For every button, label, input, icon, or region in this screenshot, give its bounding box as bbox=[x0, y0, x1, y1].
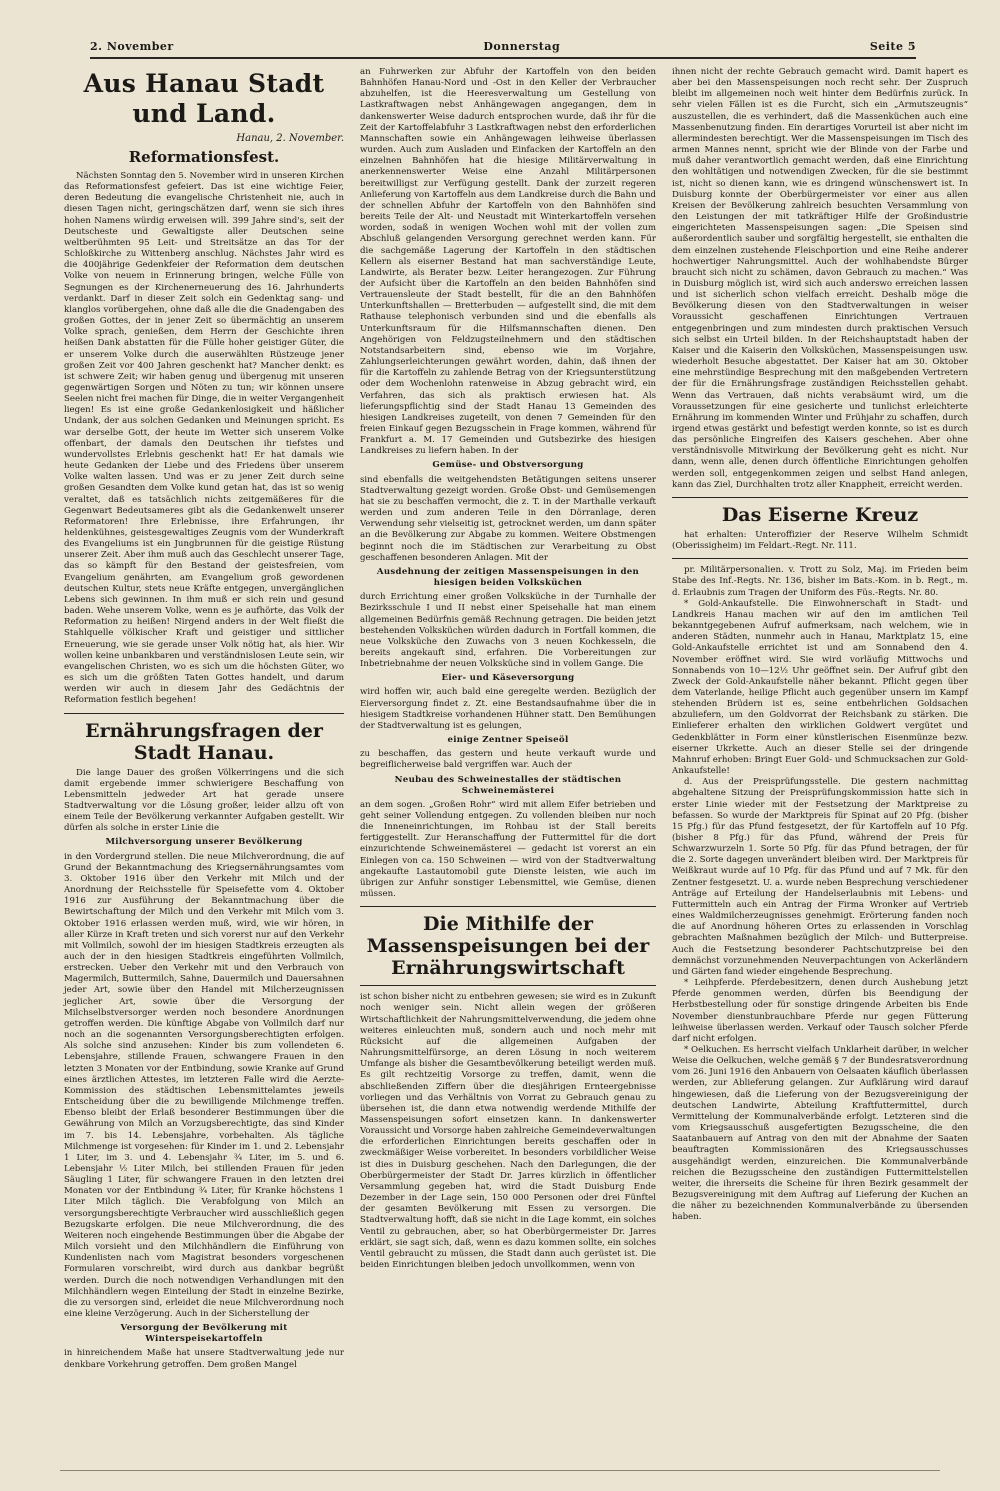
column-rule bbox=[672, 497, 968, 498]
article-body-speiseoel: zu beschaffen, das gestern und heute verkauft wurde und begreiflicherweise bald vergriffen war. Auch der bbox=[360, 749, 656, 771]
news-item-preispruefungsstelle: d. Aus der Preisprüfungsstelle. Die gestern nachmittag abgehaltene Sitzung der Preisprüfungskommission hatte sich in erster Linie wieder mit der Festsetzung der Marktpreise zu befassen. So wurde der Marktpreis für Spinat auf 20 Pfg. (bisher 15 Pfg.) für das Pfund festgesetzt, der für Kartoffeln auf 10 Pfg. (bisher 8 Pfg.) für das Pfund, während der Preis für Schwarzwurzeln 1. Sorte 50 Pfg. für das Pfund betragen, der für die 2. Sorte dagegen unverändert bleiben wird. Der Marktpreis für Weißkraut wurde auf 10 Pfg. für das Pfund und auf 7 Mk. für den Zentner festgesetzt. U. a. wurde neben Besprechung verschiedener Anträge auf Erteilung der Handelserlaubnis mit Lebens- und Futtermitteln auch ein Antrag der Firma Wronker auf Vertrieb eines Waldmilcherzeugnisses genehmigt. Erörterung fanden noch die auf Anordnung höheren Ortes zu erlassenden in Vorschlag gebrachten Maßnahmen bezüglich der Milch- und Butterpreise. Auch die Festsetzung besonderer Pachtschutzpreise bei den demnächst vorzunehmenden Neuverpachtungen von Ackerländern und Gärten fand wieder eingehende Besprechung. bbox=[672, 777, 968, 977]
subhead-massenspeisungen: Ausdehnung der zeitigen Massenspeisungen in den hiesigen beiden Volksküchen bbox=[376, 566, 640, 589]
page-weekday: Donnerstag bbox=[483, 40, 561, 53]
page-bottom-edge bbox=[60, 1470, 940, 1479]
article-columns bbox=[62, 67, 978, 1457]
news-item-gold-ankaufstelle: * Gold-Ankaufstelle. Die Einwohnerschaft in Stadt- und Landkreis Hanau machen wir auf den im amtlichen Teil bekanntgegebenen Aufruf aufmerksam, nach welchem, wie in anderen Städten, nunmehr auch in Hanau, Marktplatz 15, eine Gold-Ankaufstelle errichtet ist und am Sonnabend den 4. November eröffnet wird. Sie wird vorläufig Mittwochs und Sonnabends von 10—12½ Uhr geöffnet sein. Der Aufruf gibt den Zweck der Gold-Ankaufstelle näher bekannt. Pflicht gegen über dem Vaterlande, heilige Pflicht auch gegenüber unsern im Kampf stehenden Brüdern ist es, seine entbehrlichen Goldsachen abzuliefern, um den Goldvorrat der Reichsbank zu stärken. Die Einlieferer erhalten den wirklichen Goldwert vergütet und Gedenkblätter in Form einer künstlerischen Eisenmünze bezw. eiserner Ukrkette. Auch an dieser Stelle sei der dringende Mahnruf erhoben: Bringt Euer Gold- und Schmucksachen zur Gold-Ankaufstelle! bbox=[672, 598, 968, 777]
section-rule bbox=[672, 558, 968, 559]
article-headline-reformationsfest: Reformationsfest. bbox=[128, 148, 280, 166]
article-headline-ernaehrungsfragen: Ernährungsfragen der Stadt Hanau. bbox=[85, 719, 323, 764]
column-2 bbox=[358, 67, 658, 1457]
column-rule bbox=[360, 906, 656, 907]
headline-rule bbox=[360, 985, 656, 986]
article-body-milch: in den Vordergrund stellen. Die neue Milchverordnung, die auf Grund der Bekanntmachung des Kriegsernährungsamtes vom 3. Oktober 1916 über den Verkehr mit Milch und der Anordnung der Reichsstelle für Speisefette vom 4. Oktober 1916 zur Ausführung der Bekanntmachung über die Bewirtschaftung der Milch und den Verkehr mit Milch vom 3. Oktober 1916 erlassen werden muß, wird, wie wir hören, in aller Kürze in Kraft treten und sich vorerst nur auf den Verkehr mit Vollmilch, sowohl der im hiesigen Stadtkreis erzeugten als auch der in den hiesigen Stadtkreis eingeführten Vollmilch, erstrecken. Ueber den Verkehr mit und den Verbrauch von Magermilch, Buttermilch, Sahne, Dauermilch und Dauersahnen jeder Art, sowie über den Handel mit Milcherzeugnissen jeglicher Art, sowie über die Versorgung der Milchselbstversorger werden noch besondere Anordnungen getroffen werden. Die künftige Abgabe von Vollmilch darf nur noch an die sogenannten Versorgungsberechtigten erfolgen. Als solche sind anzusehen: Kinder bis zum vollendeten 6. Lebensjahre, stillende Frauen, schwangere Frauen in den letzten 3 Monaten vor der Entbindung, sowie Kranke auf Grund eines ärztlichen Attestes, im letzteren Falle wird die Aerzte-Kommission des städtischen Lebensmittelamtes jeweils Entscheidung über die zu bewilligende Milchmenge treffen. Ebenso bleibt der Erlaß besonderer Bestimmungen über die Gewährung von Milch an Vorzugsberechtigte, das sind Kinder im 7. bis 14. Lebensjahre, vorbehalten. Als tägliche Milchmenge ist vorgesehen: für Kinder im 1. und 2. Lebensjahr 1 Liter, im 3. und 4. Lebensjahr ¾ Liter, im 5. und 6. Lebensjahr ½ Liter Milch, bei stillenden Frauen für jeden Säugling 1 Liter, für schwangere Frauen in den letzten drei Monaten vor der Entbindung ¾ Liter, für Kranke höchstens 1 Liter Milch täglich. Die Verabfolgung von Milch an versorgungsberechtigte Verbraucher wird ausschließlich gegen Bezugskarte erfolgen. Die neue Milchverordnung, die des Weiteren noch eingehende Bestimmungen über die Abgabe der Milch vorsieht und den Milchhändlern die Einführung von Kundenlisten nach vom Magistrat besonders vorgeschenen Formularen vorschreibt, wird durch aus dankbar begrüßt werden. Durch die noch notwendigen Verhandlungen mit den Milchhändlern wegen Einteilung der Stadt in einzelne Bezirke, die zu versorgen sind, erleidet die neue Milchverordnung noch eine kleine Verzögerung. Auch in der Sicherstellung der bbox=[64, 851, 344, 1319]
article-headline-eisernes-kreuz: Das Eiserne Kreuz bbox=[721, 503, 919, 526]
article-body-intro: Die lange Dauer des großen Völkerringens und die sich damit ergebende immer schwierigere Beschaffung von Lebensmitteln jedweder Art hat gerade unsere Stadtverwaltung vor die Lösung großer, leider allzu oft von einem Teile der Bevölkerung verkannter Aufgaben gestellt. Wir dürfen als solche in erster Linie die bbox=[64, 767, 344, 834]
subhead-schweinestall: Neubau des Schweinestalles der städtischen Schweinemästerei bbox=[394, 774, 622, 796]
article-body-kartoffeln: an Fuhrwerken zur Abfuhr der Kartoffeln von den beiden Bahnhöfen Hanau-Nord und -Ost in den Keller der Verbraucher abzuhelfen, ist die Heeresverwaltung um Gestellung von Lastkraftwagen nebst Anhängewagen angegangen, dem in dankenswerter Weise dadurch entsprochen wurde, daß ihr für die Zeit der Kartoffelabfuhr 3 Lastkraftwagen nebst den erforderlichen Mannschaften sowie ein Anhängewagen leihweise überlassen wurden. Auch zum Ausladen und Einfacken der Kartoffeln an den einzelnen Bahnhöfen hat die hiesige Militärverwaltung in anerkennenswerter Weise eine Anzahl Militärpersonen bereitwilligst zur Verfügung gestellt. Dank der zurzeit regeren Anlieferung von Kartoffeln aus dem Landkreise durch die Bahn und der schnellen Abfuhr der Kartoffeln von den Bahnhöfen sind bereits Teile der Alt- und Neustadt mit Winterkartoffeln versehen worden, sodaß in wenigen Wochen wohl mit der vollen zum Abschluß gelangenden Versorgung gerechnet werden kann. Für die sachgemäße Lagerung der Kartoffeln in den städtischen Kellern als eiserner Bestand hat man sachverständige Leute, Landwirte, als Berater bezw. Leiter herangezogen. Zur Führung der Aufsicht über die Kartoffeln an den beiden Bahnhöfen sind Vertrauensleute der Stadt bestellt, für die an den Bahnhöfen Unterkunftshallen — Bretterbuden — aufgestellt sind, die mit dem Rathause telephonisch verbunden sind und die ebenfalls als Unterkunftsraum für die Hilfsmannschaften dienen. Den Angehörigen von Feldzugsteilnehmern und den städtischen Notstandsarbeitern sind, ebenso wie im Vorjahre, Zahlungserleichterungen gewährt worden, dahin, daß ihnen der für die Kartoffeln zu zahlende Betrag von der Kriegsunterstützung oder dem Wochenlohn ratenweise in Abzug gebracht wird, ein Verfahren, das sich als praktisch erwiesen hat. Als lieferungspflichtig sind der Stadt Hanau 13 Gemeinden des hiesigen Landkreises zugeteilt, von denen 7 Gemeinden für den freien Einkauf gegen Bezugsschein in Frage kommen, während für Frankfurt a. M. 17 Gemeinden und Gutsbezirke des hiesigen Landkreises zu liefern haben. In der bbox=[360, 67, 656, 457]
news-item-leihpferde: * Leihpferde. Pferdebesitzern, denen durch Aushebung jetzt Pferde genommen werden, dürfen bis Beendigung der Herbstbestellung oder für sonstige dringende Arbeiten bis Ende November dienstunbrauchbare Pferde nur gegen Fütterung leihweise überlassen werden. Verkauf oder Tausch solcher Pferde darf nicht erfolgen. bbox=[672, 978, 968, 1044]
article-body-mithilfe-cont: ihnen nicht der rechte Gebrauch gemacht wird. Damit hapert es aber bei den Massenspeisungen noch recht sehr. Der Zuspruch bleibt im allgemeinen noch weit hinter dem Bedürfnis zurück. In sehr vielen Fällen ist es die Furcht, sich ein „Armutszeugnis“ auszustellen, die es verhindert, daß die Massenküchen auch eine Massenbenutzung finden. Ein derartiges Vorurteil ist aber nicht im allermindesten berechtigt. Wer die Massenspeisungen im Tisch des armen Mannes nennt, spricht wie der Blinde von der Farbe und muß daher verantwortlich gemacht werden, daß eine Einrichtung den wohltätigen und notwendigen Zwecken, für die sie bestimmt ist, nicht so dienen kann, wie es dringend wünschenswert ist. In Duisburg konnte der Oberbürgermeister vor einer aus allen Kreisen der Bevölkerung zahlreich besuchten Versammlung von den Leistungen der mit tatkräftiger Hilfe der Großindustrie eingerichteten Massenspeisungen sagen: „Die Speisen sind außerordentlich sauber und sorgfältig hergestellt, sie enthalten die dem einzelnen zustehende Fleischportion und eine Reihe anderer hochwertiger Nahrungsmittel. Auch der wohlhabendste Bürger braucht sich nicht zu schämen, davon Gebrauch zu machen.“ Was in Duisburg möglich ist, wird sich auch anderswo erreichen lassen und ist sicherlich schon vielfach erreicht. Deshalb möge die Bevölkerung diesen von den Stadtverwaltungen in weiser Voraussicht geschaffenen Einrichtungen Vertrauen entgegenbringen und zum mindesten durch praktischen Versuch sich selbst ein Urteil bilden. In der Reichshauptstadt haben der Kaiser und die Kaiserin den Volksküchen, Massenspeisungen usw. wiederholt Besuche abgestattet. Der Kaiser hat am 30. Oktober eine mehrstündige Besprechung mit den maßgebenden Vertretern der für die Ernährungsfrage zuständigen Reichsstellen gehabt. Wenn das Vertrauen, daß nichts verabsäumt wird, um die Voraussetzungen für eine gesicherte und tunlichst erleichterte Ernährung im kommenden Winter und Frühjahr zu schaffen, durch irgend etwas gestärkt und befestigt werden konnte, so ist es durch das persönliche Eingreifen des Kaisers geschehen. Aber ohne verständnisvolle Mitwirkung der Bevölkerung geht es nicht. Nur dann, wenn alle, denen durch öffentliche Einrichtungen geholfen werden soll, entgegenkommen zeigen und selbst Hand anlegen, kann das Ziel, Durchhalten trotz aller Knappheit, erreicht werden. bbox=[672, 67, 968, 490]
article-body-schweinestall: an dem sogen. „Großen Rohr“ wird mit allem Eifer betrieben und geht seiner Vollendung entgegen. Zu vollenden bleiben nur noch die Inneneinrichtungen, im Rohbau ist der Stall bereits fertiggestellt. Zur Heranschaffung der Futtermittel für die dort einzurichtende Schweinemästerei — gedacht ist vorerst an ein Einlegen von ca. 150 Schweinen — wird von der Stadtverwaltung angekaufte Lastautomobil gute Dienste leisten, wie auch im übrigen zur Anfuhr sonstiger Lebensmittel, wie Gemüse, dienen müssen. bbox=[360, 799, 656, 900]
article-body-mithilfe: ist schon bisher nicht zu entbehren gewesen; sie wird es in Zukunft noch weniger sein. Nicht allein wegen der größeren Wirtschaftlichkeit der Nahrungsmittelverwendung, die jedem ohne weiteres einleuchten muß, sondern auch und noch mehr mit Rücksicht auf die allgemeinen Aufgaben der Nahrungsmittelfürsorge, an deren Lösung in noch weiterem Umfange als bisher die Gesamtbevölkerung beteiligt werden muß. Es gilt rechtzeitig Vorsorge zu treffen, damit, wenn die abschließenden Ziffern über die diesjährigen Ernteergebnisse vorliegen und das Verhältnis von Vorrat zu Gebrauch genau zu übersehen ist, die dann etwa notwendig werdende Mithilfe der Massenspeisungen sofort einsetzen kann. In dankenswerter Voraussicht und Vorsorge haben zahlreiche Gemeindeverwaltungen die erforderlichen Einrichtungen bereits geschaffen oder in zweckmäßiger Weise vorbereitet. In besonders vorbildlicher Weise ist dies in Duisburg geschehen. Nach den Darlegungen, die der Oberbürgermeister der Stadt Dr. Jarres kürzlich in öffentlicher Versammlung gegeben hat, wird die Stadt Duisburg Ende Dezember in der Lage sein, 150 000 Personen oder drei Fünftel der gesamten Bevölkerung mit Essen zu versorgen. Die Stadtverwaltung hofft, daß sie nicht in die Lage kommt, ein solches Ventil zu gebrauchen, aber, so hat Oberbürgermeister Dr. Jarres erklärt, sie sagt sich, daß, wenn es dazu kommen sollte, ein solches Ventil gebraucht zu müssen, die Stadt dann auch gerüstet ist. Die beiden Einrichtungen bleiben jedoch unvollkommen, wenn von bbox=[360, 992, 657, 1270]
subhead-gemuese-obst: Gemüse- und Obstversorgung bbox=[432, 460, 584, 471]
subhead-eier-kaese: Eier- und Käseversorgung bbox=[441, 673, 575, 684]
news-item-militaerpersonalien: pr. Militärpersonalien. v. Trott zu Solz, Maj. im Frieden beim Stabe des Inf.-Regts. Nr. 136, bisher im Bats.-Kom. in b. Regt., m. d. Erlaubnis zum Tragen der Uniform des Füs.-Regts. Nr. 80. bbox=[672, 565, 968, 598]
column-1 bbox=[62, 67, 346, 1457]
subhead-winterkartoffeln: Versorgung der Bevölkerung mit Winterspeisekartoffeln bbox=[120, 1323, 288, 1345]
news-item-oelkuchen: * Oelkuchen. Es herrscht vielfach Unklarheit darüber, in welcher Weise die Oelkuchen, welche gemäß § 7 der Bundesratsverordnung vom 26. Juni 1916 den Anbauern von Oelsaaten käuflich überlassen werden, zur Ablieferung gelangen. Zur Aufklärung wird darauf hingewiesen, daß die Lieferung von der Bezugsvereinigung der deutschen Landwirte, Abteilung Kraftfuttermittel, durch Vermittelung der Kommunalverbände erfolgt. Letzteren sind die vom Kriegsausschuß ausgefertigten Bezugsscheine, die den Saatanbauern auf Antrag von den mit der Abnahme der Saaten beauftragten Kommissionären des Kriegsausschusses ausgehändigt werden, einzureichen. Die Kommunalverbände reichen die Bezugsscheine den zuständigen Futtermittelstellen weiter, die ihrerseits die Scheine für ihren Bezirk gesammelt der Bezugsvereinigung mit dem Auftrag auf Lieferung der Kuchen an die näher zu bezeichnenden Kommunalverbände zu übersenden haben. bbox=[672, 1044, 968, 1223]
section-masthead: Aus Hanau Stadt und Land. bbox=[83, 69, 325, 128]
subhead-speiseoel: einige Zentner Speiseöl bbox=[447, 735, 569, 746]
article-body-kartoffeln-start: in hinreichendem Maße hat unsere Stadtverwaltung jede nur denkbare Vorkehrung getroffen. Dem großen Mangel bbox=[64, 1348, 344, 1370]
article-headline-mithilfe: Die Mithilfe der Massenspeisungen bei der Ernährungswirtschaft bbox=[366, 913, 650, 980]
column-rule bbox=[64, 713, 344, 714]
column-3 bbox=[670, 67, 970, 1457]
article-body-eier: wird hoffen wir, auch bald eine geregelte werden. Bezüglich der Eierversorgung findet z. Zt. eine Bestandsaufnahme über die in hiesigem Stadtkreise vorhandenen Hühner statt. Den Bemühungen der Stadtverwaltung ist es gelungen, bbox=[360, 687, 656, 731]
dateline: Hanau, 2. November. bbox=[236, 133, 344, 144]
page-number: Seite 5 bbox=[869, 40, 916, 53]
article-body-eisernes-kreuz: hat erhalten: Unteroffizier der Reserve Wilhelm Schmidt (Oberissigheim) im Feldart.-Regt. Nr. 111. bbox=[672, 529, 968, 552]
running-head bbox=[90, 40, 916, 59]
article-body-reformationsfest: Nächsten Sonntag den 5. November wird in unseren Kirchen das Reformationsfest gefeiert. Das ist eine wichtige Feier, deren Bedeutung die evangelische Christenheit nie, auch in diesen Tagen nicht, geringschätzen darf, wenn sie sich ihres hohen Namens würdig erweisen will. 399 Jahre sind's, seit der Deutscheste und Gewaltigste aller Deutschen seine weltberühmten 95 Leit- und Streitsätze an das Tor der Schloßkirche zu Wittenberg anschlug. Nächstes Jahr wird es die 400jährige Gedenkfeier der Reformation dem deutschen Volke von neuem in Erinnerung bringen, welche Fülle von Segnungen es der Kirchenerneuerung des 16. Jahrhunderts verdankt. Darf in dieser Zeit solch ein Gedenktag sang- und klanglos vorübergehen, ohne daß alle die die Gnadengaben des großen Gottes, der in jener Zeit so übermächtig an unserem Volke sprach, genießen, dem Herrn der Geschichte ihren heißen Dank abstatten für die Fülle hoher geistiger Güter, die er unserem Volke durch die auserwählten Rüstzeuge jener großen Zeit vor 400 Jahren geschenkt hat? Mancher denkt: es ist schwere Zeit; wir haben genug und übergenug mit unseren gegenwärtigen Sorgen und Nöten zu tun; wir können unsere Seelen nicht frei machen für Dinge, die in weiter Vergangenheit liegen! Es ist eine große Gedankenlosigkeit und häßlicher Undank, der aus solchen Gedanken und Meinungen spricht. Es war derselbe Gott, der heute im Wetter sich unserem Volke offenbart, der damals den Deutschen ihr tiefstes und wundervollstes Erlebnis geschenkt hat! Er hat damals wie heute Gedanken der Liebe und des Friedens über unserem Volke walten lassen. Und was er zu jener Zeit durch seine großen Gesandten dem Volke kund getan hat, das ist so wenig veraltet, daß es tatsächlich nichts zeitgemäßeres für die Gegenwart Bedeutsameres gibt als die Gedankenwelt unserer Reformatoren! Ihre Erlebnisse, ihre Erfahrungen, ihr heldenkühnes, geistesgewaltiges Zeugnis vom der Wunderkraft des Evangeliums ist ein Jungbrunnen für die geistige Rüstung unserer Zeit. Aber ihm muß auch das Geschlecht unserer Tage, das so kämpft für den Bestand der geistesfreien, vom Evangelium genährten, am Evangelium groß gewordenen deutschen Kultur, stets neue Kräfte entgegen, unvergänglichen Lebens sich gewinnen. In ihm muß er sich rein und gesund baden. Wehe unserem Volke, wenn es je aufhörte, das Volk der Reformation zu heißen! Nirgend anders in der Welt fließt die Stahlquelle völkischer Kraft und geistiger und sittlicher Erneuerung, wie sie gerade unser Volk nötig hat, als hier. Wir wollen keine unbankbaren und verständnislosen Leute sein, wir evangelischen Christen, wo es sich um die höchsten Güter, wo es sich um die größten Taten Gottes handelt, und darum werden wir auch in diesem Jahr des Gedächtnis der Reformation festlich begehen! bbox=[64, 171, 344, 706]
subhead-milchversorgung: Milchversorgung unserer Bevölkerung bbox=[105, 837, 303, 848]
article-body-volkskuechen: durch Errichtung einer großen Volksküche in der Turnhalle der Bezirksschule I und II nebst einer Speisehalle hat man einem allgemeinen Bedürfnis gemäß Rechnung getragen. Die beiden jetzt bestehenden Volksküchen würden dadurch in Fortfall kommen, die neue Volksküche den Zuwachs von 3 neuen Kochkesseln, die bereits angekauft sind, erfahren. Die Vorbereitungen zur Inbetriebnahme der neuen Volksküche sind in vollem Gange. Die bbox=[360, 592, 656, 670]
article-body-gemuese: sind ebenfalls die weitgehendsten Betätigungen seitens unserer Stadtverwaltung gezeigt worden. Große Obst- und Gemüsemengen hat sie zu beschaffen vermocht, die z. T. in der Marthalle verkauft werden und zum anderen Teile in den Dörranlage, deren Verwendung sehr vielseitig ist, getrocknet werden, um dann später an die Bevölkerung zur Abgabe zu kommen. Weitere Obstmengen beginnt noch die im Städtischen zur Verarbeitung zu Obst geschaffenen besonderen Anlagen. Mit der bbox=[360, 474, 656, 563]
page-date: 2. November bbox=[90, 40, 174, 53]
